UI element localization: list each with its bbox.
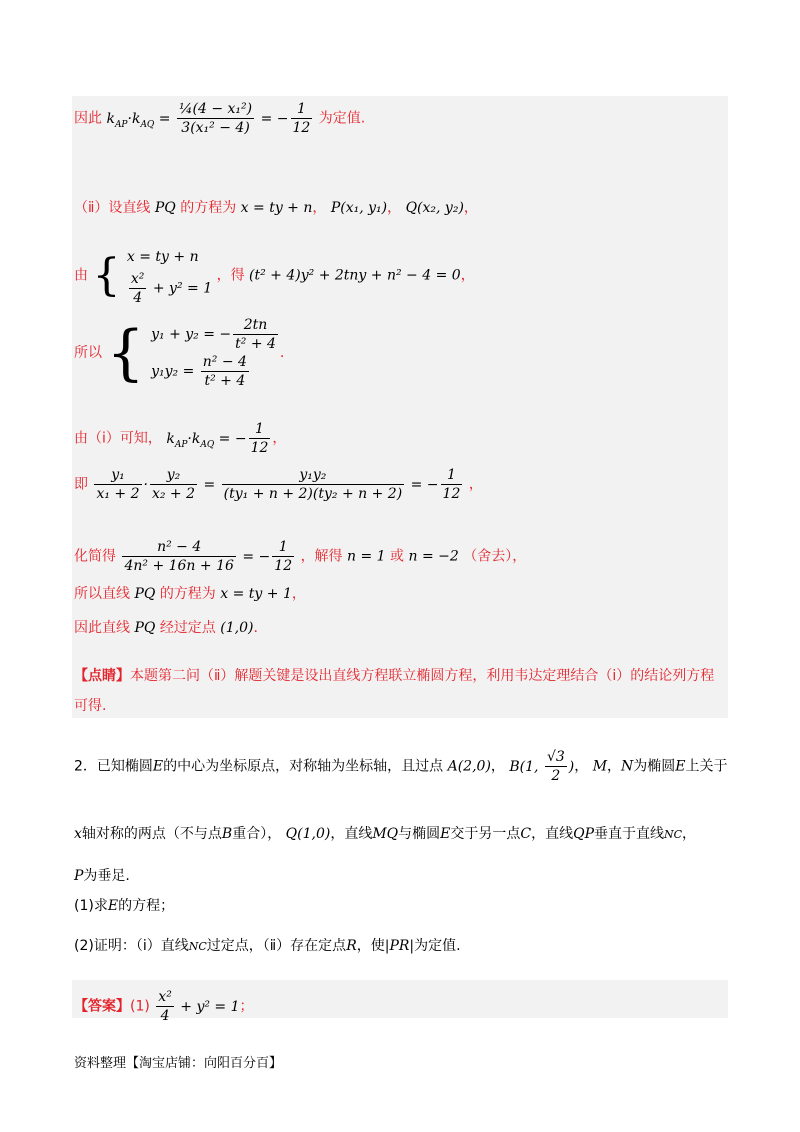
text-prefix: 因此: [74, 110, 102, 127]
problem-text: 重合），: [232, 826, 282, 842]
math-pq: PQ: [134, 586, 156, 602]
text-mid: ，得: [216, 267, 245, 284]
text-prefix: 化简得: [74, 548, 116, 565]
math-pq: PQ: [134, 620, 156, 636]
math-point: (1,0): [220, 620, 254, 636]
solution-line-1: [74, 100, 365, 137]
text-suffix: 为定值.: [318, 110, 366, 127]
solution-line-6: 即 $\frac{\text{y₁}}{\text{x₁ + 2}}$ · $\frac{\text{y₂}}{\text{x₂ + 2}}$ = $\frac{\text{y₁y₂}}{\text{(ty₁ + n + 2)(ty₂ + n + 2)}}$ = − $\frac{1}{12}$ ，: [74, 467, 483, 502]
math-point-q: Q(x₂, y₂): [405, 200, 464, 216]
question-text: 的方程；: [118, 898, 175, 914]
problem-text: ，直线: [531, 826, 574, 842]
solution-line-8: 所以直线 PQ 的方程为 x = ty + 1，: [74, 586, 306, 602]
math-expression: x = ty + n: [240, 200, 313, 216]
dianjing-text: 可得.: [74, 698, 107, 714]
problem-text: 2．已知椭圆: [74, 758, 153, 775]
footer-text: 资料整理【淘宝店铺：向阳百分百】: [74, 1056, 283, 1071]
text-prefix: 因此直线: [74, 620, 130, 636]
solution-line-4: 所以 { y₁ + y₂ = − $\frac{2tn}{\text{t² + 4}}$ y₁y₂ = $\frac{\text{n² − 4}}{\text{t² + 4}}$ .: [74, 317, 285, 389]
problem-line-3: P为垂足.: [74, 868, 130, 884]
text-prefix: 所以直线: [74, 586, 130, 602]
solution-line-5: 由（ⅰ）可知， $k_{AP}\cdot k_{AQ}$ = − $\frac{1}{12}$ ，: [74, 421, 287, 456]
question-text: (1)求: [74, 898, 108, 914]
text-prefix: 所以: [74, 345, 102, 361]
question-text: 过定点，（ⅱ）存在定点: [206, 938, 347, 954]
text-mid: ，解得: [300, 548, 343, 565]
math-point-q: Q(1,0): [285, 826, 331, 842]
problem-text: 上关于: [685, 758, 728, 775]
answer-tag: 【答案】: [74, 998, 130, 1015]
problem-text: 为椭圆: [633, 758, 676, 775]
text-mid: 的方程为: [159, 586, 216, 602]
problem-text: 垂直于直线: [594, 826, 664, 842]
math-point-p: P(x₁, y₁): [330, 200, 388, 216]
question-1: (1)求E的方程；: [74, 898, 175, 914]
question-text: ，使: [356, 938, 385, 954]
math-n1: n = 1: [347, 548, 386, 565]
math-point-b: B(1, $\frac{√3}{2}$ ): [509, 749, 575, 784]
text-prefix: 由（ⅰ）可知，: [74, 430, 162, 447]
text-suffix: （舍去），: [463, 548, 527, 565]
text-mid: 经过定点: [159, 620, 216, 636]
brace-icon: {: [106, 318, 145, 388]
dianjing-text: 本题第二问（ⅱ）解题关键是设出直线方程联立椭圆方程，利用韦达定理结合（ⅰ）的结论列方程: [130, 668, 715, 684]
dianjing-line-2: [74, 696, 106, 716]
math-n2: n = −2: [408, 548, 459, 565]
solution-line-7: [74, 538, 526, 575]
problem-text: 交于另一点: [450, 826, 521, 842]
problem-line-2: x轴对称的两点（不与点B重合）， Q(1,0)，直线MQ与椭圆E交于另一点C，直线QP垂直于直线NC，: [74, 826, 697, 842]
math-expression: $\frac{\text{n² − 4}}{\text{4n² + 16n + 16}}$ = − $\frac{1}{12}$: [124, 539, 293, 574]
equation-system: x = ty + n $\frac{\text{x²}}{4}$ + y² = 1: [126, 249, 213, 306]
text-prefix: 即: [74, 476, 88, 493]
answer-line: 【答案】(1) $\frac{\text{x²}}{4}$ + y² = 1；: [74, 989, 254, 1024]
math-expression: x = ty + 1: [220, 586, 292, 602]
problem-text: 的中心为坐标原点，对称轴为坐标轴，且过点: [163, 758, 444, 775]
dianjing-tag: 【点睛】: [74, 668, 130, 684]
question-text: 为定值.: [414, 938, 461, 954]
math-expression: (t² + 4)y² + 2tny + n² − 4 = 0: [249, 267, 461, 284]
math-expression: $\frac{\text{y₁}}{\text{x₁ + 2}}$ · $\frac{\text{y₂}}{\text{x₂ + 2}}$ = $\frac{\text{y₁y₂}}{\text{(ty₁ + n + 2)(ty₂ + n + 2)}}$ = − $\frac{1}{12}$: [96, 467, 461, 502]
math-expression: $\frac{\text{x²}}{4}$ + y² = 1: [158, 989, 240, 1024]
text-prefix: 由: [74, 267, 88, 284]
dianjing-line-1: [74, 666, 714, 686]
equation-system: y₁ + y₂ = − $\frac{2tn}{\text{t² + 4}}$ y₁y₂ = $\frac{\text{n² − 4}}{\text{t² + 4}}$: [151, 317, 276, 389]
brace-icon: {: [92, 249, 121, 301]
problem-line-1: 2．已知椭圆E的中心为坐标原点，对称轴为坐标轴，且过点 A(2,0)， B(1, $\frac{√3}{2}$ )， M，N为椭圆E上关于: [74, 749, 728, 784]
problem-text: 与椭圆: [398, 826, 441, 842]
math-pq: PQ: [154, 200, 176, 216]
text-mid: 的方程为: [180, 200, 237, 216]
text-mid: 或: [390, 548, 405, 565]
problem-text: ，直线: [330, 826, 373, 842]
math-expression: $k_{AP}\cdot k_{AQ}$ = − $\frac{1}{12}$: [166, 421, 269, 456]
solution-line-3: 由 { x = ty + n $\frac{\text{x²}}{4}$ + y² = 1 ，得 (t² + 4)y² + 2tny + n² − 4 = 0，: [74, 244, 475, 307]
problem-text: 轴对称的两点（不与点: [81, 826, 222, 842]
math-expression: $k_{AP}\cdot k_{AQ}$ = $\frac{\text{¼(4 − x₁²)}}{\text{3(x₁² − 4)}}$ = − $\frac{1}{12}$: [106, 101, 311, 136]
solution-line-9: 因此直线 PQ 经过定点 (1,0).: [74, 620, 258, 636]
question-text: (2)证明：（ⅰ）直线: [74, 938, 189, 954]
solution-line-2: （ⅱ）设直线 PQ 的方程为 x = ty + n， P(x₁, y₁)， Q(x₂, y₂)，: [74, 200, 478, 216]
math-point-a: A(2,0): [447, 758, 491, 775]
problem-text: 为垂足.: [83, 868, 130, 884]
question-2: (2)证明：（ⅰ）直线NC过定点，（ⅱ）存在定点R，使|PR|为定值.: [74, 938, 461, 954]
text-prefix: （ⅱ）设直线: [74, 200, 151, 216]
answer-part: (1): [130, 998, 150, 1015]
